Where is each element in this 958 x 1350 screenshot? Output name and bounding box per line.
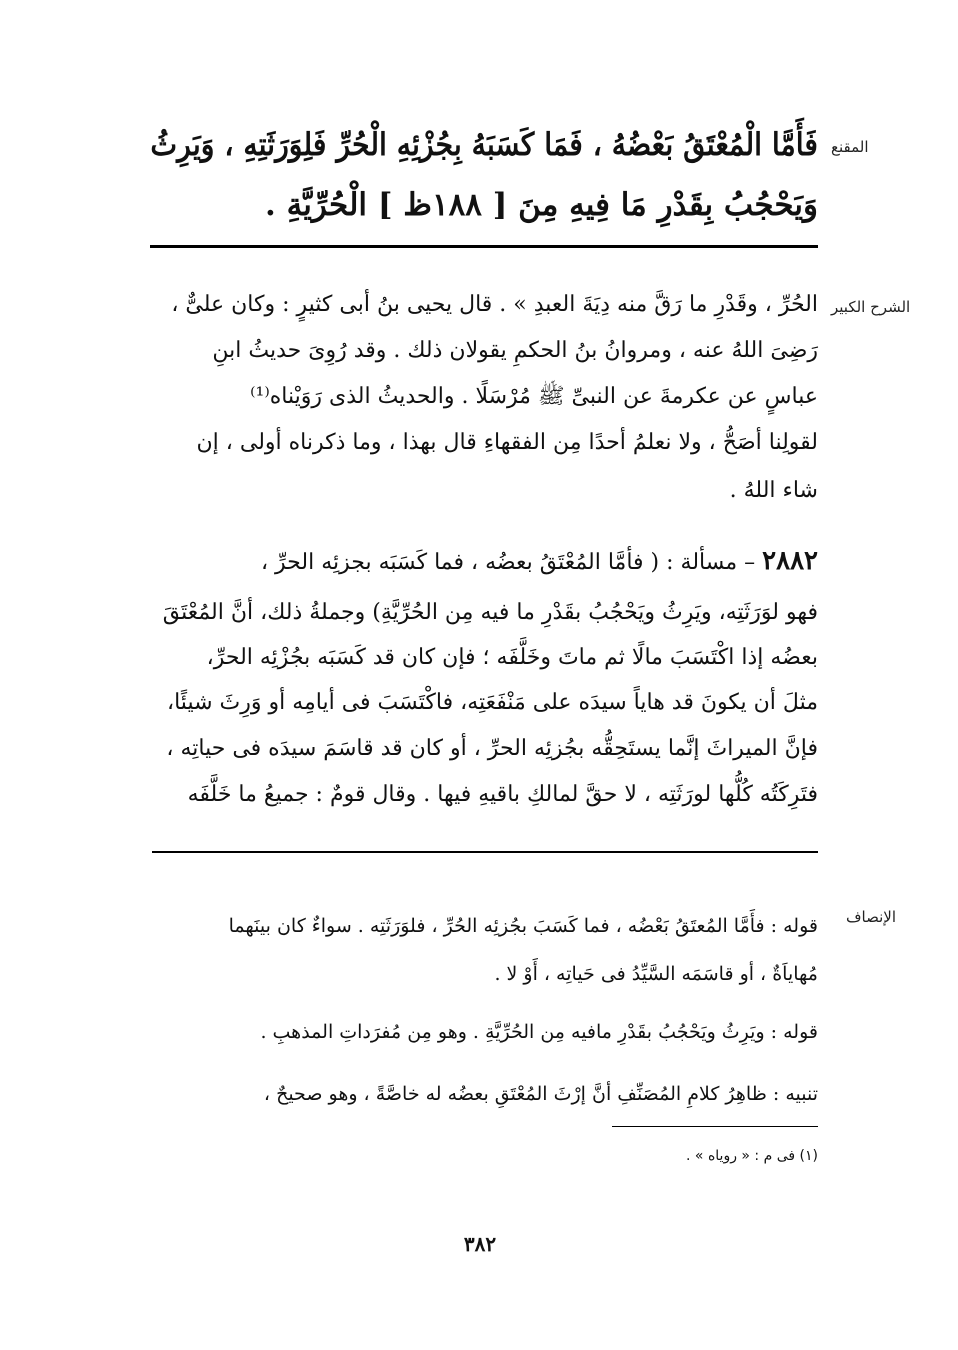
section-label-insaf: الإنصاف xyxy=(846,908,897,926)
sharh-line: شاء اللهُ . xyxy=(729,478,818,503)
insaf-line: قوله : ويَرِثُ ويَحْجُبُ بقَدْرِ مافيه مِن الحُرِّيَّةِ . وهو مِن مُفرَداتِ المذهبِ . xyxy=(260,1021,818,1043)
page-number: ٣٨٢ xyxy=(463,1232,497,1256)
sharh-line: فهو لوَرَثَتِه، ويَرِثُ ويَحْجُبُ بقَدْرِ ما فيه مِن الحُرِّيَّةِ) وجملةُ ذلك، أنَّ المُعْتَقَ xyxy=(162,600,818,625)
muqni-divider xyxy=(150,245,818,248)
muqni-text xyxy=(150,115,818,245)
sharh-divider xyxy=(152,851,818,853)
sharh-line: لقولِنا أصَحُّ ، ولا نعلمُ أحدًا مِن الفقهاءِ قال بهذا ، وما ذكرناه أولى ، إن xyxy=(196,430,818,455)
muqni-line-2: وَيَحْجُبُ بِقَدْرِ مَا فِيهِ مِنَ [ ١٨٨ظ ] الْحُرِّيَّةِ . xyxy=(265,187,818,223)
sharh-line: بعضُه إذا اكْتَسَبَ مالًا ثم ماتَ وخَلَّفَه ؛ فإن كان قد كَسَبَه بجُزْئِه الحرِّ، xyxy=(206,645,818,670)
masala-heading xyxy=(150,546,818,578)
muqni-line-1: فَأَمَّا الْمُعْتَقُ بَعْضُهُ ، فَمَا كَسَبَهُ بِجُزْئِهِ الْحُرِّ فَلِوَرَثَتِهِ ، وَيَرِثُ xyxy=(150,127,818,163)
footnote: (١) فى م : « روياه » . xyxy=(686,1148,818,1164)
section-label-muqni: المقنع xyxy=(831,138,869,156)
sharh-line: الحُرِّ ، وقَدْرِ ما رَقَّ منه دِيَةَ العبدِ » . قال يحيى بنُ أبى كثيرٍ : وكان علىٌّ ، xyxy=(171,292,818,317)
insaf-line: تنبيه : ظاهِرُ كلامِ المُصَنِّفِ أنَّ إرْثَ المُعْتَقِ بعضُه له خاصَّةً ، وهو صحيحٌ ، xyxy=(263,1083,818,1105)
sharh-line: فتَرِكَتُه كُلُّها لورَثَتِه ، لا حقَّ لمالكِ باقيهِ فيها . وقال قومٌ : جميعُ ما خَلَّفَه xyxy=(187,782,818,807)
sharh-line: مثلَ أن يكونَ قد هاياً سيدَه على مَنْفَعَتِه، فاكْتَسَبَ فى أيامِه أو وَرِثَ شيئًا، xyxy=(167,690,818,715)
masala-number: ٢٨٨٢ xyxy=(762,546,818,576)
sharh-line: عباسٍ عن عكرمةَ عن النبىِّ ﷺ مُرْسَلًا . والحديثُ الذى رَوَيْناه⁽¹⁾ xyxy=(250,384,818,409)
footnote-divider xyxy=(612,1126,818,1127)
insaf-line: قوله : فأَمَّا المُعتَقُ بَعْضُه ، فما كَسَبَ بجُزئِه الحُرِّ ، فلوَرَثَتِه . سواءٌ كان بينَهما xyxy=(228,915,818,937)
masala-first-line: – مسألة : ( فأمَّا المُعْتَقُ بعضُه ، فما كَسَبَه بجزئِه الحرِّ ، xyxy=(260,550,756,575)
insaf-line: مُهاياَةٌ ، أو قاسَمَه السَّيِّدُ فى حَياتِه ، أَوْ لا . xyxy=(494,963,818,985)
section-label-sharh: الشرح الكبير xyxy=(831,298,911,316)
sharh-line: فإنَّ الميراثَ إنَّما يستَحِقُّه بجُزئِه الحرِّ ، أو كان قد قاسَمَ سيدَه فى حياتِه ، xyxy=(166,736,818,761)
sharh-line: رَضِىَ اللهُ عنه ، ومروانُ بنُ الحكمِ يقولان ذلك . وقد رُوِىَ حديثُ ابنِ xyxy=(212,338,818,363)
